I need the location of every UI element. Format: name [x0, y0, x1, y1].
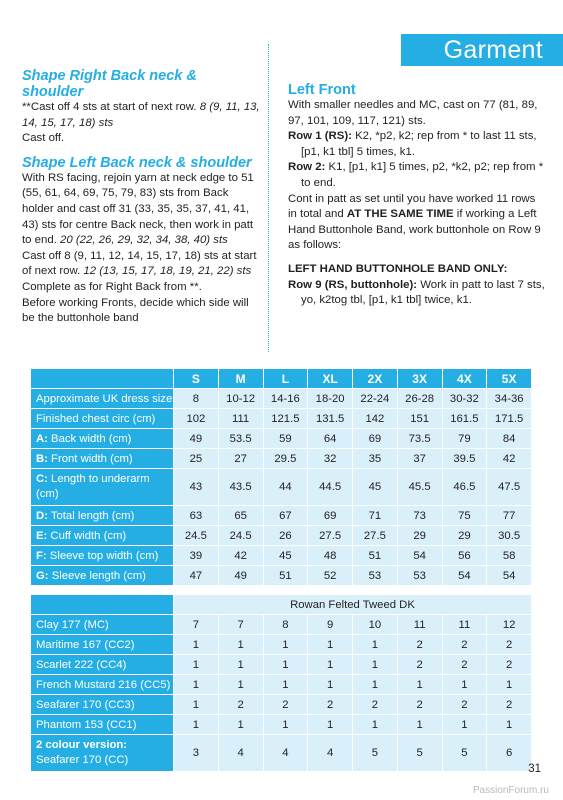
table-cell: 2 [218, 695, 263, 715]
table-cell: 2 [397, 635, 442, 655]
table-cell: 54 [397, 546, 442, 566]
table-cell: 1 [218, 635, 263, 655]
continue-instruction: Cont in patt as set until you have worked 11 rows in total and AT THE SAME TIME if working a Left Hand Buttonhole Band, work buttonhole on Row 9 as follows: [288, 192, 541, 252]
measurement-row [31, 389, 532, 409]
table-cell: 6 [487, 735, 532, 772]
yarn-header-row [31, 595, 532, 615]
table-cell: 5 [397, 735, 442, 772]
row-label: Scarlet 222 (CC4) [31, 655, 174, 675]
table-cell: 1 [353, 715, 398, 735]
size-header: 5X [487, 369, 532, 389]
row-9-instruction: Row 9 (RS, buttonhole): Work in patt to last 7 sts, yo, k2tog tbl, [p1, k1 tbl] twice, k1. [288, 278, 545, 307]
table-cell: 77 [487, 506, 532, 526]
measurement-row [31, 526, 532, 546]
table-cell: 53.5 [218, 429, 263, 449]
size-header-corner [31, 369, 174, 389]
table-cell: 22-24 [353, 389, 398, 409]
right-back-heading: Shape Right Back neck & shoulder [22, 68, 197, 100]
table-cell: 2 [263, 695, 308, 715]
table-cell: 2 [442, 655, 487, 675]
measurement-row [31, 429, 532, 449]
table-cell: 1 [218, 715, 263, 735]
table-cell: 49 [174, 429, 219, 449]
table-cell: 9 [308, 615, 353, 635]
table-cell: 3 [174, 735, 219, 772]
table-cell: 67 [263, 506, 308, 526]
table-cell: 51 [263, 566, 308, 586]
row-label: Phantom 153 (CC1) [31, 715, 174, 735]
yarn-row [31, 655, 532, 675]
size-header: 4X [442, 369, 487, 389]
table-cell: 37 [397, 449, 442, 469]
table-cell: 84 [487, 429, 532, 449]
yarn-row [31, 635, 532, 655]
table-spacer [31, 586, 532, 595]
table-cell: 2 [397, 695, 442, 715]
table-cell: 42 [218, 546, 263, 566]
table-cell: 4 [308, 735, 353, 772]
table-cell: 1 [308, 655, 353, 675]
size-header: L [263, 369, 308, 389]
measurement-row [31, 506, 532, 526]
table-cell: 34-36 [487, 389, 532, 409]
table-cell: 53 [353, 566, 398, 586]
row-label: Maritime 167 (CC2) [31, 635, 174, 655]
table-cell: 1 [308, 635, 353, 655]
size-header: 3X [397, 369, 442, 389]
table-cell: 39 [174, 546, 219, 566]
table-cell: 29 [442, 526, 487, 546]
table-cell: 1 [174, 715, 219, 735]
left-column [22, 68, 260, 327]
table-cell: 2 [442, 695, 487, 715]
table-cell: 10-12 [218, 389, 263, 409]
table-cell: 69 [308, 506, 353, 526]
table-cell: 65 [218, 506, 263, 526]
table-cell: 46.5 [442, 469, 487, 506]
buttonhole-band-heading: LEFT HAND BUTTONHOLE BAND ONLY: [288, 262, 508, 275]
size-header: 2X [353, 369, 398, 389]
table-cell: 54 [442, 566, 487, 586]
row-label: C: Length to underarm (cm) [31, 469, 174, 506]
right-back-cast-off: Cast off. [22, 132, 65, 145]
table-cell: 1 [487, 675, 532, 695]
row-label: Approximate UK dress size [31, 389, 174, 409]
table-cell: 49 [218, 566, 263, 586]
left-back-instruction-3: Complete as for Right Back from **. [22, 280, 202, 293]
table-cell: 2 [487, 655, 532, 675]
table-cell: 79 [442, 429, 487, 449]
table-cell: 11 [397, 615, 442, 635]
table-cell: 1 [263, 715, 308, 735]
yarn-row [31, 675, 532, 695]
table-cell: 2 [487, 695, 532, 715]
two-colour-row [31, 735, 532, 772]
table-cell: 1 [308, 715, 353, 735]
table-cell: 73.5 [397, 429, 442, 449]
table-cell: 71 [353, 506, 398, 526]
measurement-row [31, 469, 532, 506]
table-cell: 4 [218, 735, 263, 772]
size-header-row [31, 369, 532, 389]
table-cell: 43.5 [218, 469, 263, 506]
row-label: Seafarer 170 (CC3) [31, 695, 174, 715]
row-label: G: Sleeve length (cm) [31, 566, 174, 586]
table-cell: 2 [487, 635, 532, 655]
table-cell: 1 [174, 675, 219, 695]
table-cell: 11 [442, 615, 487, 635]
left-back-instruction-2: Cast off 8 (9, 11, 12, 14, 15, 17, 18) sts at start of next row. 12 (13, 15, 17, 18, 19, 21, 22) sts [22, 249, 257, 278]
table-cell: 7 [218, 615, 263, 635]
table-cell: 121.5 [263, 409, 308, 429]
table-cell: 44.5 [308, 469, 353, 506]
size-table [30, 368, 532, 772]
table-cell: 1 [397, 715, 442, 735]
left-front-cast-on: With smaller needles and MC, cast on 77 (81, 89, 97, 101, 109, 117, 121) sts. [288, 99, 538, 127]
table-cell: 45 [263, 546, 308, 566]
table-cell: 161.5 [442, 409, 487, 429]
table-cell: 1 [263, 675, 308, 695]
table-cell: 4 [263, 735, 308, 772]
table-cell: 58 [487, 546, 532, 566]
table-cell: 25 [174, 449, 219, 469]
table-cell: 111 [218, 409, 263, 429]
table-cell: 48 [308, 546, 353, 566]
table-cell: 1 [263, 635, 308, 655]
row-label: French Mustard 216 (CC5) [31, 675, 174, 695]
table-cell: 43 [174, 469, 219, 506]
row-2-instruction: Row 2: K1, [p1, k1] 5 times, p2, *k2, p2; rep from * to end. [288, 161, 544, 189]
yarn-row [31, 695, 532, 715]
row-label: E: Cuff width (cm) [31, 526, 174, 546]
table-cell: 59 [263, 429, 308, 449]
yarn-row [31, 615, 532, 635]
table-cell: 29 [397, 526, 442, 546]
table-cell: 171.5 [487, 409, 532, 429]
left-back-instruction-1: With RS facing, rejoin yarn at neck edge to 51 (55, 61, 64, 69, 75, 79, 83) sts from Back holder and cast off 31 (33, 35, 35, 37, 41, 41, 43) sts for centre Back neck, then work in patt to end. 20 (22, 26, 29, 32, 34, 38, 40) sts [22, 171, 254, 247]
measurement-row [31, 449, 532, 469]
table-cell: 1 [218, 655, 263, 675]
table-cell: 1 [174, 695, 219, 715]
measurement-row [31, 546, 532, 566]
table-cell: 1 [353, 635, 398, 655]
row-label: F: Sleeve top width (cm) [31, 546, 174, 566]
table-cell: 63 [174, 506, 219, 526]
table-cell: 1 [174, 635, 219, 655]
table-cell: 1 [218, 675, 263, 695]
table-cell: 39.5 [442, 449, 487, 469]
table-cell: 1 [353, 675, 398, 695]
table-cell: 2 [308, 695, 353, 715]
table-cell: 5 [442, 735, 487, 772]
left-front-heading: Left Front [288, 82, 356, 98]
table-cell: 1 [353, 655, 398, 675]
table-cell: 1 [442, 715, 487, 735]
left-back-instruction-4: Before working Fronts, decide which side will be the buttonhole band [22, 296, 249, 325]
table-cell: 27.5 [353, 526, 398, 546]
row-label: Finished chest circ (cm) [31, 409, 174, 429]
table-cell: 2 [397, 655, 442, 675]
yarn-row [31, 715, 532, 735]
yarn-header-corner [31, 595, 174, 615]
table-cell: 102 [174, 409, 219, 429]
table-cell: 73 [397, 506, 442, 526]
right-back-instruction: **Cast off 4 sts at start of next row. 8 (9, 11, 13, 14, 15, 17, 18) sts [22, 101, 260, 129]
row-label: A: Back width (cm) [31, 429, 174, 449]
table-cell: 54 [487, 566, 532, 586]
size-header: XL [308, 369, 353, 389]
table-cell: 2 [442, 635, 487, 655]
row-1-instruction: Row 1 (RS): K2, *p2, k2; rep from * to last 11 sts, [p1, k1 tbl] 5 times, k1. [288, 130, 537, 158]
table-cell: 32 [308, 449, 353, 469]
table-cell: 75 [442, 506, 487, 526]
table-cell: 56 [442, 546, 487, 566]
table-cell: 42 [487, 449, 532, 469]
table-cell: 29.5 [263, 449, 308, 469]
table-cell: 131.5 [308, 409, 353, 429]
page-title: Garment [443, 36, 543, 64]
size-header: S [174, 369, 219, 389]
row-label: Clay 177 (MC) [31, 615, 174, 635]
table-cell: 30.5 [487, 526, 532, 546]
table-cell: 8 [263, 615, 308, 635]
table-cell: 18-20 [308, 389, 353, 409]
row-label: D: Total length (cm) [31, 506, 174, 526]
table-cell: 1 [308, 675, 353, 695]
table-cell: 69 [353, 429, 398, 449]
table-cell: 1 [174, 655, 219, 675]
table-cell: 24.5 [174, 526, 219, 546]
table-cell: 5 [353, 735, 398, 772]
table-cell: 7 [174, 615, 219, 635]
table-cell: 2 [353, 695, 398, 715]
table-cell: 52 [308, 566, 353, 586]
right-column [288, 82, 546, 309]
measurement-row [31, 409, 532, 429]
table-cell: 24.5 [218, 526, 263, 546]
table-cell: 26-28 [397, 389, 442, 409]
table-cell: 10 [353, 615, 398, 635]
table-cell: 142 [353, 409, 398, 429]
yarn-title: Rowan Felted Tweed DK [174, 595, 532, 615]
column-divider [268, 44, 269, 352]
table-cell: 14-16 [263, 389, 308, 409]
row-label: B: Front width (cm) [31, 449, 174, 469]
table-cell: 1 [487, 715, 532, 735]
table-cell: 44 [263, 469, 308, 506]
table-cell: 1 [263, 655, 308, 675]
table-cell: 64 [308, 429, 353, 449]
table-cell: 47 [174, 566, 219, 586]
table-cell: 35 [353, 449, 398, 469]
row-label: 2 colour version: Seafarer 170 (CC) [31, 735, 174, 772]
table-cell: 12 [487, 615, 532, 635]
table-cell: 26 [263, 526, 308, 546]
left-back-heading: Shape Left Back neck & shoulder [22, 154, 252, 171]
table-cell: 45.5 [397, 469, 442, 506]
table-cell: 1 [397, 675, 442, 695]
measurement-row [31, 566, 532, 586]
table-cell: 47.5 [487, 469, 532, 506]
page-number: 31 [528, 763, 541, 775]
table-cell: 8 [174, 389, 219, 409]
table-cell: 151 [397, 409, 442, 429]
table-cell: 53 [397, 566, 442, 586]
watermark: PassionForum.ru [472, 785, 549, 796]
table-cell: 45 [353, 469, 398, 506]
table-cell: 30-32 [442, 389, 487, 409]
table-cell: 27 [218, 449, 263, 469]
size-header: M [218, 369, 263, 389]
table-cell: 1 [442, 675, 487, 695]
table-cell: 27.5 [308, 526, 353, 546]
table-cell: 51 [353, 546, 398, 566]
